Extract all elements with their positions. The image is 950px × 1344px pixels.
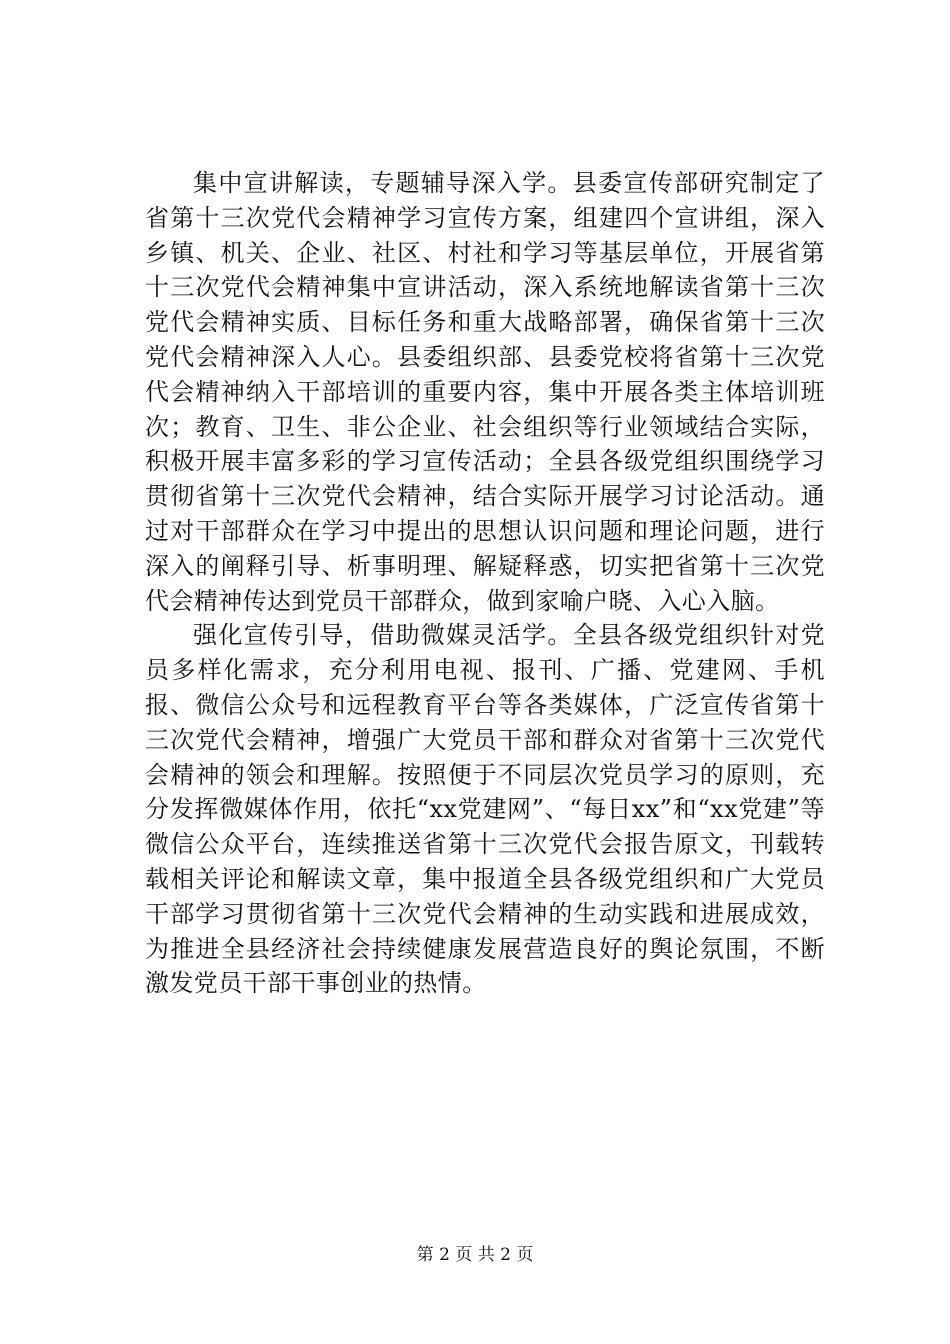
paragraph: 强化宣传引导，借助微媒灵活学。全县各级党组织针对党员多样化需求，充分利用电视、报刊、广播、党建网、手机报、微信公众号和远程教育平台等各类媒体，广泛宣传省第十三次党代会精神，增强广大党员干部和群众对省第十三次党代会精神的领会和理解。按照便于不同层次党员学习的原则，充分发挥微媒体作用，依托“xx党建网”、“每日xx”和“xx党建”等微信公众平台，连续推送省第十三次党代会报告原文，刊载转载相关评论和解读文章，集中报道全县各级党组织和广大党员干部学习贯彻省第十三次党代会精神的生动实践和进展成效，为推进全县经济社会持续健康发展营造良好的舆论氛围，不断激发党员干部干事创业的热情。 bbox=[145, 621, 825, 998]
paragraph: 集中宣讲解读，专题辅导深入学。县委宣传部研究制定了省第十三次党代会精神学习宣传方案，组建四个宣讲组，深入乡镇、机关、企业、社区、村社和学习等基层单位，开展省第十三次党代会精神集中宣讲活动，深入系统地解读省第十三次党代会精神实质、目标任务和重大战略部署，确保省第十三次党代会精神深入人心。县委组织部、县委党校将省第十三次党代会精神纳入干部培训的重要内容，集中开展各类主体培训班次；教育、卫生、非公企业、社会组织等行业领域结合实际，积极开展丰富多彩的学习宣传活动；全县各级党组织围绕学习贯彻省第十三次党代会精神，结合实际开展学习讨论活动。通过对干部群众在学习中提出的思想认识问题和理论问题，进行深入的阐释引导、析事明理、解疑释惑，切实把省第十三次党代会精神传达到党员干部群众，做到家喻户晓、入心入脑。 bbox=[145, 169, 825, 615]
page-number-footer: 第 2 页 共 2 页 bbox=[416, 1245, 534, 1265]
document-body bbox=[145, 166, 825, 1001]
